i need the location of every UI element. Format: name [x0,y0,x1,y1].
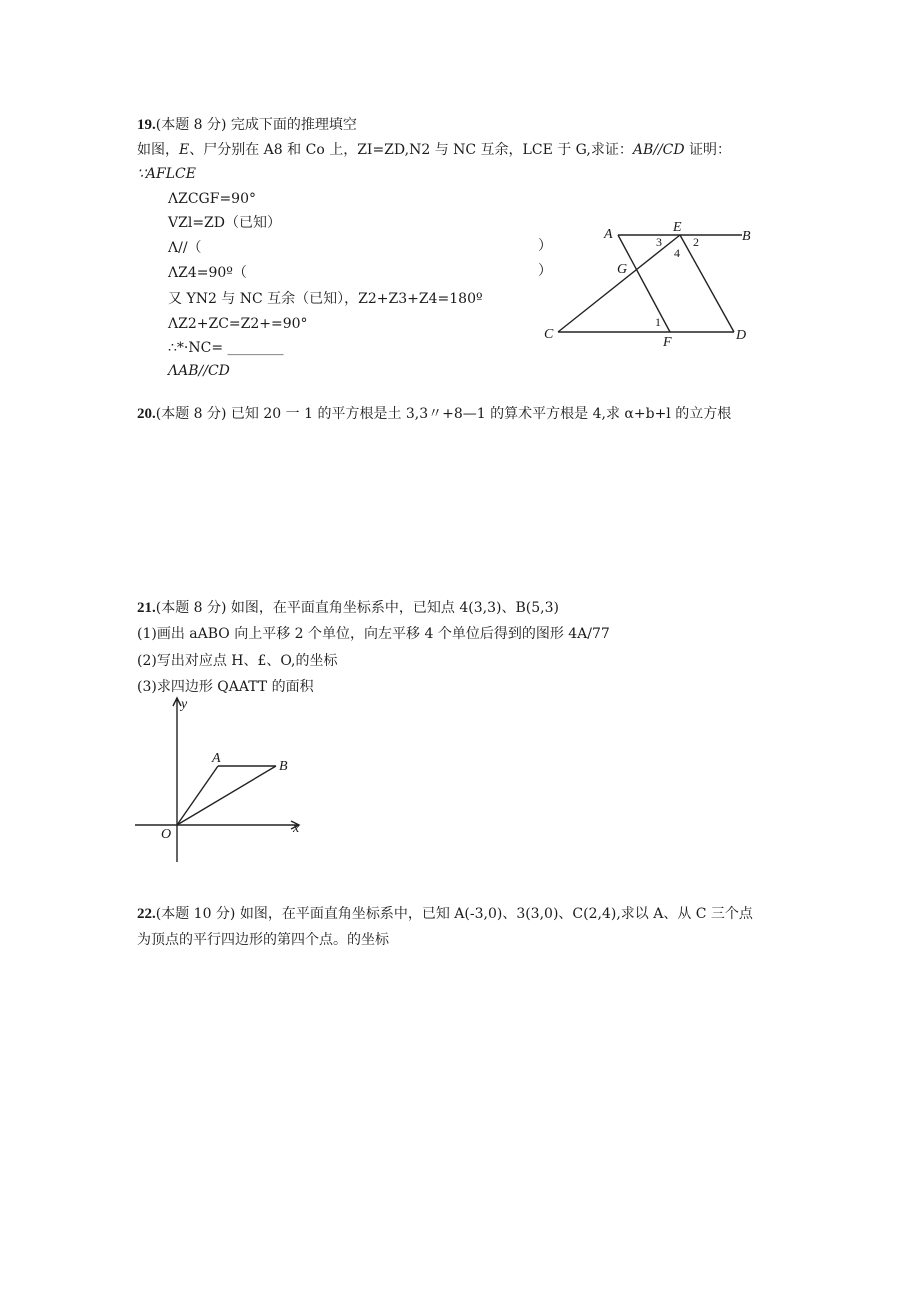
q22-line-2: 为顶点的平行四边形的第四个点。的坐标 [137,932,389,948]
label-y: y [181,697,188,712]
q19-given-pre: 如图， [137,142,179,158]
q19-number: 19. [137,117,156,133]
q21-header [137,599,559,617]
q19-proof-label: 证明： [684,142,732,158]
q20-body: (本题 8 分) 已知 20 一 1 的平方根是土 3,3〃+8—1 的算术平方根是 4,求 α+b+l 的立方根 [155,406,732,422]
q19-blank-close-2: ） [538,263,552,279]
q21-header-text: (本题 8 分) 如图，在平面直角坐标系中，已知点 4(3,3)、B(5,3) [155,600,559,616]
segment-ob [177,766,276,825]
q21-item-1: (1)画出 aABO 向上平移 2 个单位，向左平移 4 个单位后得到的图形 4A/77 [137,626,610,642]
label-1: 1 [655,315,661,329]
q21-item-3: (3)求四边形 QAATT 的面积 [137,679,314,695]
q19-step-1: ΛZCGF=90° [168,191,256,207]
q19-line2: ∵AFLCE [137,166,196,182]
q22-line1-text: (本题 10 分) 如图，在平面直角坐标系中，已知 A(-3,0)、3(3,0)、C(2,4),求以 A、从 C 三个点 [155,906,753,922]
q21-number: 21. [137,600,156,616]
q19-header [137,116,357,134]
q19-step-6: ΛZ2+ZC=Z2+=90° [168,316,308,332]
label-b: B [742,229,751,244]
q19-point-e: E [179,142,190,158]
q19-step-7: ∴*·NC= ________ [168,340,284,356]
q21-item-2: (2)写出对应点 Η、£、O,的坐标 [137,653,338,669]
segment-oa [177,766,218,825]
label-a: A [212,751,221,766]
q19-goal: AB//CD [632,142,685,158]
q19-step-4: ΛZ4=90º（ [168,265,247,281]
label-e: E [673,220,682,235]
q19-conclusion: ΛAB∕∕CD [168,363,230,379]
q19-given [137,141,731,159]
label-o: O [161,827,172,842]
label-x: x [293,821,300,836]
q19-given-mid: 分别在 A8 和 Co 上，ZI=ZD,N2 与 NC 互余，LCE 于 G,求证： [217,142,633,158]
q22-number: 22. [137,906,156,922]
line-ed [680,235,734,332]
q21-figure [135,694,310,864]
q19-sep: 、 [189,142,204,158]
q19-header-text: (本题 8 分) 完成下面的推理填空 [155,117,357,133]
q20-number: 20. [137,406,156,422]
label-2: 2 [693,235,699,249]
label-f: F [663,335,672,350]
label-d: D [736,328,747,343]
label-4: 4 [674,246,680,260]
q22-line-1 [137,905,753,923]
q19-figure [542,218,772,353]
label-3: 3 [656,235,662,249]
q19-blank-close-1: ） [538,238,552,254]
label-c: C [544,327,554,342]
q19-step-5: 又 YN2 与 NC 互余（已知），Z2+Z3+Z4=180º [168,291,483,307]
label-g: G [617,262,628,277]
label-a: A [604,227,613,242]
q19-step-3: Λ//（ [168,240,202,256]
q20-text [137,405,731,423]
q19-step-2: VZl=ZD（已知） [168,215,281,231]
label-b: B [279,759,288,774]
q19-point-f: 尸 [203,142,218,158]
